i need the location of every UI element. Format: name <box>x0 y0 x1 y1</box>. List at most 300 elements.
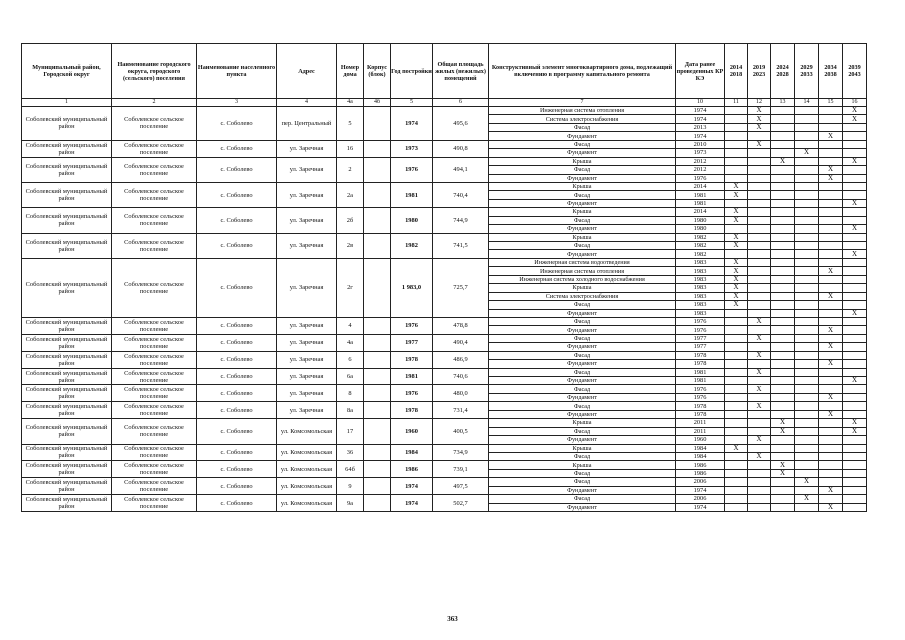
area-cell: 495,6 <box>433 107 489 141</box>
period-mark-cell <box>771 166 795 174</box>
period-mark-cell <box>725 461 748 469</box>
period-mark-cell <box>819 495 843 503</box>
column-number: 15 <box>819 99 843 107</box>
repair-date-cell: 1978 <box>676 360 725 368</box>
build-year-cell: 1977 <box>391 334 433 351</box>
block-cell <box>364 444 391 461</box>
column-number: 10 <box>676 99 725 107</box>
element-cell: Фундамент <box>489 174 676 182</box>
street-cell: ул. Комсомольская <box>277 444 337 461</box>
period-mark-cell <box>795 275 819 283</box>
element-cell: Фундамент <box>489 410 676 418</box>
house-number-cell: 8а <box>337 402 364 419</box>
period-mark-cell <box>843 258 867 266</box>
repair-date-cell: 2006 <box>676 478 725 486</box>
period-mark-cell <box>819 157 843 165</box>
period-mark-cell <box>771 242 795 250</box>
period-mark-cell <box>748 233 771 241</box>
repair-date-cell: 1976 <box>676 326 725 334</box>
period-mark-cell <box>819 149 843 157</box>
period-mark-cell: X <box>725 301 748 309</box>
period-mark-cell <box>843 149 867 157</box>
period-mark-cell <box>771 393 795 401</box>
column-number-row <box>22 99 867 107</box>
repair-program-table <box>21 43 867 512</box>
period-mark-cell <box>771 284 795 292</box>
street-cell: ул. Комсомольская <box>277 461 337 478</box>
period-mark-cell <box>748 275 771 283</box>
period-mark-cell <box>725 225 748 233</box>
period-mark-cell <box>748 469 771 477</box>
repair-date-cell: 1976 <box>676 174 725 182</box>
district-cell: Соболевский муниципальный район <box>22 107 112 141</box>
element-cell: Фасад <box>489 334 676 342</box>
period-mark-cell <box>725 478 748 486</box>
area-cell: 725,7 <box>433 258 489 317</box>
period-mark-cell: X <box>725 444 748 452</box>
period-mark-cell <box>748 419 771 427</box>
repair-date-cell: 1981 <box>676 377 725 385</box>
period-mark-cell <box>795 309 819 317</box>
repair-date-cell: 1983 <box>676 292 725 300</box>
period-mark-cell: X <box>819 410 843 418</box>
period-mark-cell <box>819 469 843 477</box>
settlement-cell: Соболевское сельское поселение <box>112 107 197 141</box>
house-number-cell: 2в <box>337 233 364 258</box>
period-mark-cell: X <box>725 233 748 241</box>
house-number-cell: 6 <box>337 351 364 368</box>
period-mark-cell <box>843 385 867 393</box>
repair-date-cell: 2011 <box>676 427 725 435</box>
period-mark-cell <box>771 191 795 199</box>
period-mark-cell <box>819 242 843 250</box>
repair-date-cell: 2013 <box>676 123 725 131</box>
period-mark-cell <box>843 326 867 334</box>
table-row <box>22 368 867 376</box>
table-row <box>22 495 867 503</box>
period-mark-cell <box>795 436 819 444</box>
build-year-cell: 1973 <box>391 140 433 157</box>
period-mark-cell <box>795 267 819 275</box>
period-mark-cell <box>748 191 771 199</box>
repair-date-cell: 2006 <box>676 495 725 503</box>
period-mark-cell: X <box>843 309 867 317</box>
period-mark-cell <box>795 503 819 511</box>
header-municipal: Муниципальный район, Городской округ <box>22 44 112 99</box>
period-mark-cell <box>843 275 867 283</box>
locality-cell: с. Соболево <box>197 182 277 207</box>
settlement-cell: Соболевское сельское поселение <box>112 157 197 182</box>
period-mark-cell: X <box>748 123 771 131</box>
element-cell: Фасад <box>489 452 676 460</box>
element-cell: Фасад <box>489 140 676 148</box>
block-cell <box>364 385 391 402</box>
house-number-cell: 36 <box>337 444 364 461</box>
period-mark-cell <box>748 284 771 292</box>
district-cell: Соболевский муниципальный район <box>22 208 112 233</box>
period-mark-cell <box>819 250 843 258</box>
settlement-cell: Соболевское сельское поселение <box>112 368 197 385</box>
build-year-cell: 1980 <box>391 208 433 233</box>
period-mark-cell: X <box>771 427 795 435</box>
street-cell: ул. Заречная <box>277 182 337 207</box>
district-cell: Соболевский муниципальный район <box>22 317 112 334</box>
period-mark-cell <box>795 166 819 174</box>
header-period-6: 2039 2043 <box>843 44 867 99</box>
header-period-1: 2014 2018 <box>725 44 748 99</box>
column-number: 14 <box>795 99 819 107</box>
period-mark-cell: X <box>725 216 748 224</box>
repair-date-cell: 2014 <box>676 182 725 190</box>
repair-date-cell: 1980 <box>676 216 725 224</box>
period-mark-cell <box>795 292 819 300</box>
period-mark-cell <box>843 242 867 250</box>
period-mark-cell <box>771 301 795 309</box>
element-cell: Система электроснабжения <box>489 115 676 123</box>
period-mark-cell <box>843 410 867 418</box>
street-cell: ул. Заречная <box>277 385 337 402</box>
period-mark-cell <box>795 368 819 376</box>
period-mark-cell <box>795 385 819 393</box>
table-row <box>22 157 867 165</box>
element-cell: Фасад <box>489 469 676 477</box>
block-cell <box>364 402 391 419</box>
repair-date-cell: 1983 <box>676 275 725 283</box>
repair-date-cell: 2011 <box>676 419 725 427</box>
block-cell <box>364 368 391 385</box>
period-mark-cell: X <box>748 115 771 123</box>
repair-date-cell: 1982 <box>676 242 725 250</box>
period-mark-cell: X <box>771 157 795 165</box>
period-mark-cell <box>843 402 867 410</box>
element-cell: Фасад <box>489 351 676 359</box>
period-mark-cell <box>748 301 771 309</box>
period-mark-cell <box>843 123 867 131</box>
district-cell: Соболевский муниципальный район <box>22 444 112 461</box>
repair-date-cell: 1978 <box>676 410 725 418</box>
period-mark-cell <box>725 495 748 503</box>
build-year-cell: 1984 <box>391 444 433 461</box>
column-number: 11 <box>725 99 748 107</box>
build-year-cell: 1982 <box>391 233 433 258</box>
period-mark-cell <box>725 469 748 477</box>
period-mark-cell <box>748 461 771 469</box>
period-mark-cell: X <box>843 427 867 435</box>
period-mark-cell <box>748 225 771 233</box>
column-number: 4а <box>337 99 364 107</box>
period-mark-cell: X <box>725 267 748 275</box>
period-mark-cell <box>819 368 843 376</box>
element-cell: Фундамент <box>489 503 676 511</box>
period-mark-cell <box>795 427 819 435</box>
period-mark-cell <box>819 402 843 410</box>
period-mark-cell <box>748 393 771 401</box>
district-cell: Соболевский муниципальный район <box>22 258 112 317</box>
period-mark-cell: X <box>843 157 867 165</box>
period-mark-cell: X <box>819 267 843 275</box>
period-mark-cell <box>725 393 748 401</box>
period-mark-cell <box>748 427 771 435</box>
repair-date-cell: 1974 <box>676 115 725 123</box>
area-cell: 490,4 <box>433 334 489 351</box>
period-mark-cell <box>795 317 819 325</box>
table-row <box>22 334 867 342</box>
period-mark-cell: X <box>795 478 819 486</box>
element-cell: Фасад <box>489 478 676 486</box>
period-mark-cell <box>843 393 867 401</box>
table-row <box>22 233 867 241</box>
district-cell: Соболевский муниципальный район <box>22 461 112 478</box>
build-year-cell: 1976 <box>391 385 433 402</box>
locality-cell: с. Соболево <box>197 157 277 182</box>
element-cell: Фундамент <box>489 377 676 385</box>
period-mark-cell <box>725 351 748 359</box>
street-cell: ул. Заречная <box>277 368 337 385</box>
period-mark-cell <box>819 461 843 469</box>
repair-date-cell: 1977 <box>676 334 725 342</box>
period-mark-cell <box>795 123 819 131</box>
period-mark-cell <box>725 377 748 385</box>
period-mark-cell <box>725 174 748 182</box>
period-mark-cell <box>843 343 867 351</box>
period-mark-cell <box>748 166 771 174</box>
period-mark-cell <box>748 174 771 182</box>
period-mark-cell <box>795 419 819 427</box>
header-period-3: 2024 2028 <box>771 44 795 99</box>
locality-cell: с. Соболево <box>197 317 277 334</box>
district-cell: Соболевский муниципальный район <box>22 233 112 258</box>
table-row <box>22 444 867 452</box>
element-cell: Фасад <box>489 191 676 199</box>
period-mark-cell <box>748 132 771 140</box>
settlement-cell: Соболевское сельское поселение <box>112 419 197 444</box>
repair-date-cell: 1974 <box>676 132 725 140</box>
build-year-cell: 1960 <box>391 419 433 444</box>
period-mark-cell <box>725 419 748 427</box>
locality-cell: с. Соболево <box>197 444 277 461</box>
period-mark-cell <box>771 123 795 131</box>
period-mark-cell <box>795 242 819 250</box>
column-number: 4 <box>277 99 337 107</box>
settlement-cell: Соболевское сельское поселение <box>112 233 197 258</box>
repair-date-cell: 1960 <box>676 436 725 444</box>
table-body <box>22 107 867 512</box>
period-mark-cell <box>748 149 771 157</box>
element-cell: Фасад <box>489 368 676 376</box>
block-cell <box>364 107 391 141</box>
house-number-cell: 5 <box>337 107 364 141</box>
period-mark-cell <box>748 242 771 250</box>
header-house: Номер дома <box>337 44 364 99</box>
locality-cell: с. Соболево <box>197 385 277 402</box>
period-mark-cell: X <box>771 469 795 477</box>
area-cell: 490,8 <box>433 140 489 157</box>
period-mark-cell <box>725 436 748 444</box>
period-mark-cell: X <box>748 368 771 376</box>
area-cell: 400,5 <box>433 419 489 444</box>
period-mark-cell: X <box>843 250 867 258</box>
period-mark-cell <box>771 140 795 148</box>
period-mark-cell <box>819 115 843 123</box>
period-mark-cell <box>843 478 867 486</box>
district-cell: Соболевский муниципальный район <box>22 140 112 157</box>
period-mark-cell: X <box>819 166 843 174</box>
period-mark-cell <box>795 402 819 410</box>
locality-cell: с. Соболево <box>197 334 277 351</box>
period-mark-cell <box>725 452 748 460</box>
period-mark-cell <box>795 334 819 342</box>
area-cell: 494,1 <box>433 157 489 182</box>
header-period-4: 2029 2033 <box>795 44 819 99</box>
house-number-cell: 9а <box>337 495 364 512</box>
period-mark-cell <box>843 233 867 241</box>
period-mark-cell <box>795 107 819 115</box>
period-mark-cell <box>748 410 771 418</box>
period-mark-cell <box>771 258 795 266</box>
period-mark-cell <box>725 250 748 258</box>
period-mark-cell <box>795 486 819 494</box>
repair-date-cell: 1976 <box>676 393 725 401</box>
column-number: 5 <box>391 99 433 107</box>
element-cell: Фасад <box>489 317 676 325</box>
district-cell: Соболевский муниципальный район <box>22 351 112 368</box>
repair-date-cell: 1982 <box>676 233 725 241</box>
period-mark-cell: X <box>843 107 867 115</box>
period-mark-cell <box>795 157 819 165</box>
period-mark-cell <box>819 284 843 292</box>
period-mark-cell <box>748 343 771 351</box>
house-number-cell: 64б <box>337 461 364 478</box>
period-mark-cell <box>819 385 843 393</box>
header-settlement: Наименование городского округа, городского (сельского) поселения <box>112 44 197 99</box>
period-mark-cell <box>725 486 748 494</box>
repair-date-cell: 1977 <box>676 343 725 351</box>
element-cell: Фундамент <box>489 326 676 334</box>
street-cell: ул. Комсомольская <box>277 478 337 495</box>
period-mark-cell: X <box>819 343 843 351</box>
locality-cell: с. Соболево <box>197 478 277 495</box>
document-sheet <box>21 43 866 512</box>
period-mark-cell: X <box>771 461 795 469</box>
period-mark-cell <box>795 208 819 216</box>
period-mark-cell <box>748 444 771 452</box>
repair-date-cell: 2012 <box>676 166 725 174</box>
area-cell: 740,6 <box>433 368 489 385</box>
period-mark-cell <box>843 503 867 511</box>
period-mark-cell <box>795 258 819 266</box>
element-cell: Фасад <box>489 166 676 174</box>
column-number: 1 <box>22 99 112 107</box>
period-mark-cell <box>795 444 819 452</box>
period-mark-cell <box>843 174 867 182</box>
period-mark-cell <box>725 149 748 157</box>
period-mark-cell <box>748 326 771 334</box>
period-mark-cell <box>771 149 795 157</box>
block-cell <box>364 351 391 368</box>
settlement-cell: Соболевское сельское поселение <box>112 444 197 461</box>
table-row <box>22 208 867 216</box>
period-mark-cell <box>771 317 795 325</box>
period-mark-cell <box>771 436 795 444</box>
element-cell: Крыша <box>489 157 676 165</box>
table-row <box>22 317 867 325</box>
street-cell: ул. Комсомольская <box>277 495 337 512</box>
street-cell: ул. Заречная <box>277 351 337 368</box>
locality-cell: с. Соболево <box>197 368 277 385</box>
period-mark-cell <box>771 360 795 368</box>
table-row <box>22 351 867 359</box>
element-cell: Фундамент <box>489 149 676 157</box>
table-row <box>22 478 867 486</box>
period-mark-cell <box>771 267 795 275</box>
build-year-cell: 1976 <box>391 157 433 182</box>
period-mark-cell <box>843 292 867 300</box>
period-mark-cell <box>843 486 867 494</box>
column-number: 13 <box>771 99 795 107</box>
period-mark-cell <box>771 410 795 418</box>
column-number: 2 <box>112 99 197 107</box>
table-row <box>22 182 867 190</box>
area-cell: 734,9 <box>433 444 489 461</box>
period-mark-cell <box>771 182 795 190</box>
period-mark-cell <box>771 174 795 182</box>
period-mark-cell <box>843 140 867 148</box>
area-cell: 741,5 <box>433 233 489 258</box>
period-mark-cell <box>819 419 843 427</box>
street-cell: ул. Заречная <box>277 402 337 419</box>
block-cell <box>364 182 391 207</box>
build-year-cell: 1981 <box>391 182 433 207</box>
period-mark-cell: X <box>843 419 867 427</box>
period-mark-cell <box>725 368 748 376</box>
repair-date-cell: 1974 <box>676 486 725 494</box>
period-mark-cell <box>771 115 795 123</box>
period-mark-cell <box>748 250 771 258</box>
element-cell: Крыша <box>489 182 676 190</box>
period-mark-cell <box>771 233 795 241</box>
element-cell: Фасад <box>489 427 676 435</box>
period-mark-cell <box>843 191 867 199</box>
period-mark-cell <box>795 182 819 190</box>
header-area: Общая площадь жилых (нежилых) помещений <box>433 44 489 99</box>
period-mark-cell <box>843 267 867 275</box>
period-mark-cell <box>843 368 867 376</box>
period-mark-cell <box>819 275 843 283</box>
period-mark-cell: X <box>725 242 748 250</box>
element-cell: Фасад <box>489 123 676 131</box>
period-mark-cell <box>771 351 795 359</box>
period-mark-cell <box>819 427 843 435</box>
period-mark-cell <box>725 199 748 207</box>
locality-cell: с. Соболево <box>197 402 277 419</box>
period-mark-cell <box>819 444 843 452</box>
period-mark-cell <box>843 301 867 309</box>
period-mark-cell <box>843 166 867 174</box>
repair-date-cell: 1981 <box>676 191 725 199</box>
period-mark-cell <box>819 107 843 115</box>
period-mark-cell <box>795 216 819 224</box>
district-cell: Соболевский муниципальный район <box>22 419 112 444</box>
period-mark-cell <box>748 478 771 486</box>
period-mark-cell <box>725 140 748 148</box>
period-mark-cell <box>725 132 748 140</box>
header-last-repair: Дата ранее проведенных КР КЭ <box>676 44 725 99</box>
period-mark-cell <box>748 199 771 207</box>
period-mark-cell: X <box>843 115 867 123</box>
area-cell: 739,1 <box>433 461 489 478</box>
period-mark-cell <box>819 191 843 199</box>
repair-date-cell: 1978 <box>676 351 725 359</box>
